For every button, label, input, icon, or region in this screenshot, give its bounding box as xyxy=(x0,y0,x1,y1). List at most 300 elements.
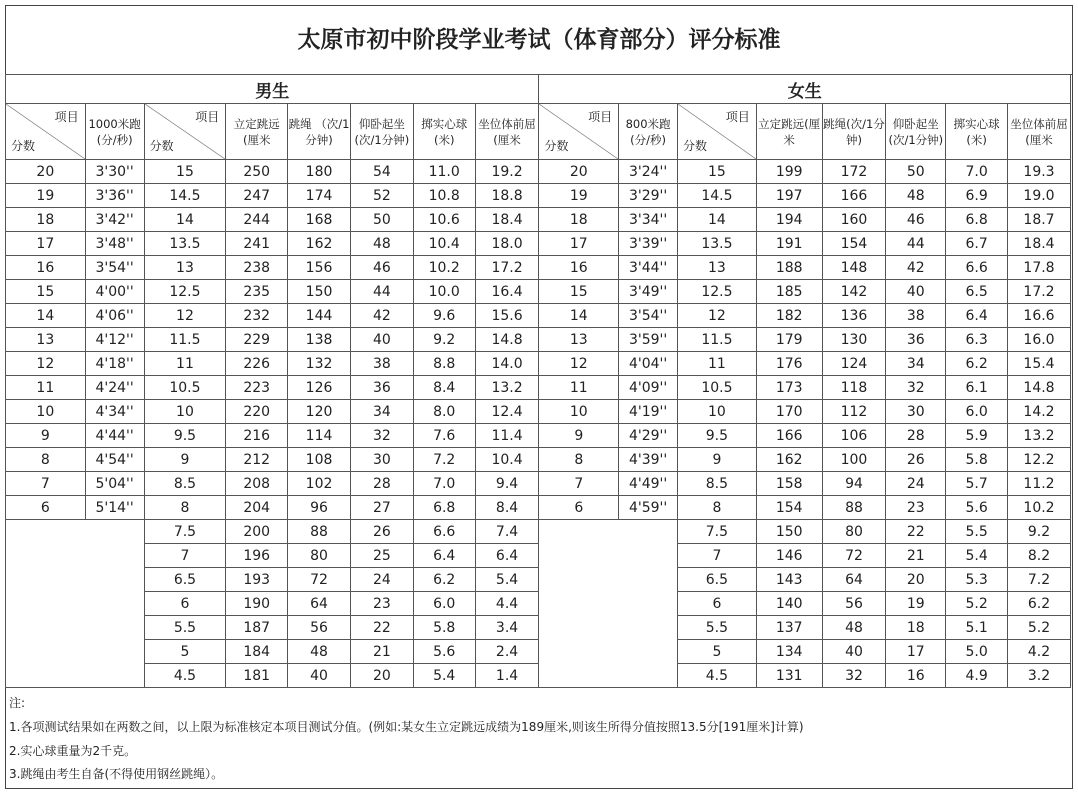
boys-reach-value: 12.4 xyxy=(475,400,539,424)
boys-situp-value: 28 xyxy=(350,472,413,496)
girls-rope-value: 112 xyxy=(822,400,886,424)
boys-run-time: 3'48'' xyxy=(85,232,144,256)
girls-reach-value: 19.3 xyxy=(1008,160,1071,184)
boys-field-score: 14.5 xyxy=(144,184,226,208)
girls-reach-value: 13.2 xyxy=(1008,424,1071,448)
boys-jump-value: 232 xyxy=(226,304,288,328)
girls-ball-value: 6.4 xyxy=(946,304,1008,328)
girls-ball-value: 6.5 xyxy=(946,280,1008,304)
boys-reach-value: 8.4 xyxy=(475,496,539,520)
girls-reach-value: 16.6 xyxy=(1008,304,1071,328)
girls-rope-value: 72 xyxy=(822,544,886,568)
girls-run-score: 20 xyxy=(539,160,619,184)
boys-run-empty-block xyxy=(6,520,145,688)
boys-field-corner-header xyxy=(144,104,226,160)
girls-run-empty-block xyxy=(539,520,678,688)
girls-run-time: 3'59'' xyxy=(619,328,678,352)
girls-reach-value: 19.0 xyxy=(1008,184,1071,208)
girls-field-score: 4.5 xyxy=(678,664,757,688)
girls-reach-value: 5.2 xyxy=(1008,616,1071,640)
girls-situp-value: 46 xyxy=(886,208,946,232)
table-row xyxy=(6,376,1071,400)
girls-jump-value: 137 xyxy=(756,616,822,640)
score-standard-sheet xyxy=(5,5,1073,789)
girls-run-time: 4'04'' xyxy=(619,352,678,376)
girls-ball-value: 6.3 xyxy=(946,328,1008,352)
girls-situp-value: 32 xyxy=(886,376,946,400)
table-row xyxy=(6,448,1071,472)
boys-situp-header: 仰卧起坐(次/1分钟) xyxy=(350,104,413,160)
boys-situp-value: 21 xyxy=(350,640,413,664)
boys-reach-value: 11.4 xyxy=(475,424,539,448)
boys-situp-value: 23 xyxy=(350,592,413,616)
boys-ball-value: 8.0 xyxy=(413,400,475,424)
table-row xyxy=(6,616,1071,640)
table-row xyxy=(6,544,1071,568)
boys-run-score: 15 xyxy=(6,280,86,304)
girls-reach-value: 14.8 xyxy=(1008,376,1071,400)
corner-score-label: 分数 xyxy=(683,139,708,153)
boys-field-score: 12 xyxy=(144,304,226,328)
girls-reach-value: 3.2 xyxy=(1008,664,1071,688)
girls-run-time: 3'29'' xyxy=(619,184,678,208)
girls-field-score: 6.5 xyxy=(678,568,757,592)
boys-reach-value: 9.4 xyxy=(475,472,539,496)
boys-jump-value: 181 xyxy=(226,664,288,688)
girls-jump-value: 199 xyxy=(756,160,822,184)
boys-ball-value: 10.0 xyxy=(413,280,475,304)
girls-ball-value: 6.1 xyxy=(946,376,1008,400)
boys-ball-value: 9.6 xyxy=(413,304,475,328)
boys-situp-value: 42 xyxy=(350,304,413,328)
table-row xyxy=(6,664,1071,688)
boys-run-score: 18 xyxy=(6,208,86,232)
boys-rope-value: 88 xyxy=(288,520,351,544)
boys-field-score: 9 xyxy=(144,448,226,472)
girls-situp-value: 36 xyxy=(886,328,946,352)
girls-run-score: 11 xyxy=(539,376,619,400)
girls-field-score: 10.5 xyxy=(678,376,757,400)
note-line: 3.跳绳由考生自备(不得使用钢丝跳绳）。 xyxy=(9,767,224,781)
boys-ball-value: 6.2 xyxy=(413,568,475,592)
boys-reach-value: 18.0 xyxy=(475,232,539,256)
corner-item-label: 项目 xyxy=(588,110,613,124)
girls-run-score: 8 xyxy=(539,448,619,472)
girls-ball-value: 5.7 xyxy=(946,472,1008,496)
boys-rope-value: 162 xyxy=(288,232,351,256)
boys-situp-value: 26 xyxy=(350,520,413,544)
girls-reach-value: 12.2 xyxy=(1008,448,1071,472)
boys-reach-value: 18.4 xyxy=(475,208,539,232)
table-row xyxy=(6,352,1071,376)
boys-jump-value: 184 xyxy=(226,640,288,664)
boys-field-score: 13 xyxy=(144,256,226,280)
girls-run-score: 18 xyxy=(539,208,619,232)
girls-reach-value: 9.2 xyxy=(1008,520,1071,544)
boys-ball-value: 10.6 xyxy=(413,208,475,232)
girls-reach-value: 17.8 xyxy=(1008,256,1071,280)
girls-jump-value: 154 xyxy=(756,496,822,520)
girls-ball-value: 4.9 xyxy=(946,664,1008,688)
girls-rope-value: 80 xyxy=(822,520,886,544)
boys-field-score: 11.5 xyxy=(144,328,226,352)
boys-situp-value: 44 xyxy=(350,280,413,304)
boys-reach-value: 5.4 xyxy=(475,568,539,592)
girls-ball-value: 6.7 xyxy=(946,232,1008,256)
boys-rope-value: 56 xyxy=(288,616,351,640)
girls-situp-value: 50 xyxy=(886,160,946,184)
boys-jump-value: 220 xyxy=(226,400,288,424)
boys-situp-value: 27 xyxy=(350,496,413,520)
girls-run-time: 3'24'' xyxy=(619,160,678,184)
girls-situp-value: 24 xyxy=(886,472,946,496)
girls-field-score: 13 xyxy=(678,256,757,280)
boys-reach-value: 10.4 xyxy=(475,448,539,472)
girls-field-score: 7.5 xyxy=(678,520,757,544)
girls-run-score: 16 xyxy=(539,256,619,280)
table-row xyxy=(6,328,1071,352)
girls-situp-value: 28 xyxy=(886,424,946,448)
girls-rope-value: 56 xyxy=(822,592,886,616)
girls-jump-value: 162 xyxy=(756,448,822,472)
boys-jump-value: 187 xyxy=(226,616,288,640)
boys-reach-value: 19.2 xyxy=(475,160,539,184)
girls-ball-value: 5.9 xyxy=(946,424,1008,448)
girls-run-time: 3'34'' xyxy=(619,208,678,232)
boys-ball-value: 8.8 xyxy=(413,352,475,376)
girls-ball-value: 5.2 xyxy=(946,592,1008,616)
girls-ball-value: 5.0 xyxy=(946,640,1008,664)
girls-situp-value: 20 xyxy=(886,568,946,592)
girls-jump-header: 立定跳远(厘米 xyxy=(756,104,822,160)
girls-rope-value: 172 xyxy=(822,160,886,184)
girls-ball-value: 6.2 xyxy=(946,352,1008,376)
girls-reach-value: 17.2 xyxy=(1008,280,1071,304)
corner-item-label: 项目 xyxy=(195,110,220,124)
girls-reach-header: 坐位体前屈(厘米 xyxy=(1008,104,1071,160)
boys-run-score: 10 xyxy=(6,400,86,424)
boys-field-score: 8 xyxy=(144,496,226,520)
girls-field-corner-header xyxy=(678,104,757,160)
boys-run-score: 12 xyxy=(6,352,86,376)
girls-jump-value: 176 xyxy=(756,352,822,376)
boys-jump-value: 235 xyxy=(226,280,288,304)
girls-field-score: 7 xyxy=(678,544,757,568)
girls-situp-value: 16 xyxy=(886,664,946,688)
page-title: 太原市初中阶段学业考试（体育部分）评分标准 xyxy=(6,6,1072,75)
boys-ball-value: 6.4 xyxy=(413,544,475,568)
boys-rope-value: 114 xyxy=(288,424,351,448)
girls-ball-value: 5.3 xyxy=(946,568,1008,592)
boys-rope-value: 64 xyxy=(288,592,351,616)
boys-reach-header: 坐位体前屈(厘米 xyxy=(475,104,539,160)
girls-run-score: 13 xyxy=(539,328,619,352)
table-row xyxy=(6,568,1071,592)
boys-field-score: 12.5 xyxy=(144,280,226,304)
boys-jump-value: 216 xyxy=(226,424,288,448)
girls-run-score: 7 xyxy=(539,472,619,496)
girls-jump-value: 173 xyxy=(756,376,822,400)
girls-reach-value: 14.2 xyxy=(1008,400,1071,424)
girls-jump-value: 191 xyxy=(756,232,822,256)
boys-field-score: 5 xyxy=(144,640,226,664)
boys-ball-value: 6.0 xyxy=(413,592,475,616)
boys-ball-value: 5.6 xyxy=(413,640,475,664)
corner-score-label: 分数 xyxy=(11,139,36,153)
girls-situp-value: 48 xyxy=(886,184,946,208)
girls-situp-value: 44 xyxy=(886,232,946,256)
boys-jump-value: 247 xyxy=(226,184,288,208)
table-row xyxy=(6,256,1071,280)
boys-ball-value: 10.4 xyxy=(413,232,475,256)
boys-run-corner-header xyxy=(6,104,86,160)
boys-run-score: 14 xyxy=(6,304,86,328)
boys-run-time: 3'30'' xyxy=(85,160,144,184)
boys-rope-value: 138 xyxy=(288,328,351,352)
girls-field-score: 10 xyxy=(678,400,757,424)
boys-situp-value: 22 xyxy=(350,616,413,640)
boys-run-score: 16 xyxy=(6,256,86,280)
boys-reach-value: 3.4 xyxy=(475,616,539,640)
girls-run-score: 10 xyxy=(539,400,619,424)
table-row xyxy=(6,640,1071,664)
girls-jump-value: 131 xyxy=(756,664,822,688)
boys-jump-value: 250 xyxy=(226,160,288,184)
boys-ball-value: 6.6 xyxy=(413,520,475,544)
boys-field-score: 4.5 xyxy=(144,664,226,688)
boys-reach-value: 14.0 xyxy=(475,352,539,376)
boys-situp-value: 48 xyxy=(350,232,413,256)
boys-situp-value: 36 xyxy=(350,376,413,400)
girls-rope-value: 142 xyxy=(822,280,886,304)
boys-situp-value: 32 xyxy=(350,424,413,448)
girls-reach-value: 15.4 xyxy=(1008,352,1071,376)
boys-jump-value: 196 xyxy=(226,544,288,568)
header-row xyxy=(6,104,1071,160)
girls-ball-value: 5.6 xyxy=(946,496,1008,520)
girls-rope-value: 130 xyxy=(822,328,886,352)
girls-jump-value: 185 xyxy=(756,280,822,304)
girls-jump-value: 158 xyxy=(756,472,822,496)
boys-run-time: 3'42'' xyxy=(85,208,144,232)
boys-ball-value: 9.2 xyxy=(413,328,475,352)
girls-run-time: 4'39'' xyxy=(619,448,678,472)
table-row xyxy=(6,496,1071,520)
girls-situp-value: 23 xyxy=(886,496,946,520)
girls-jump-value: 188 xyxy=(756,256,822,280)
boys-run-score: 7 xyxy=(6,472,86,496)
girls-rope-value: 160 xyxy=(822,208,886,232)
girls-field-score: 14 xyxy=(678,208,757,232)
boys-rope-value: 120 xyxy=(288,400,351,424)
boys-ball-value: 10.8 xyxy=(413,184,475,208)
boys-field-score: 7 xyxy=(144,544,226,568)
boys-run-time: 5'04'' xyxy=(85,472,144,496)
girls-run-time: 4'29'' xyxy=(619,424,678,448)
girls-jump-value: 140 xyxy=(756,592,822,616)
boys-ball-header: 掷实心球(米) xyxy=(413,104,475,160)
table-row xyxy=(6,592,1071,616)
note-line: 2.实心球重量为2千克。 xyxy=(9,744,137,758)
boys-situp-value: 25 xyxy=(350,544,413,568)
boys-run-score: 6 xyxy=(6,496,86,520)
girls-run-time: 3'49'' xyxy=(619,280,678,304)
table-row xyxy=(6,208,1071,232)
boys-field-score: 13.5 xyxy=(144,232,226,256)
girls-jump-value: 197 xyxy=(756,184,822,208)
girls-situp-value: 26 xyxy=(886,448,946,472)
girls-field-score: 15 xyxy=(678,160,757,184)
boys-reach-value: 2.4 xyxy=(475,640,539,664)
boys-run-time: 5'14'' xyxy=(85,496,144,520)
table-row xyxy=(6,472,1071,496)
boys-jump-value: 226 xyxy=(226,352,288,376)
boys-run-header: 1000米跑(分/秒) xyxy=(85,104,144,160)
boys-jump-value: 241 xyxy=(226,232,288,256)
boys-jump-value: 204 xyxy=(226,496,288,520)
girls-ball-value: 5.4 xyxy=(946,544,1008,568)
boys-jump-value: 200 xyxy=(226,520,288,544)
boys-jump-value: 223 xyxy=(226,376,288,400)
boys-situp-value: 40 xyxy=(350,328,413,352)
boys-run-score: 8 xyxy=(6,448,86,472)
boys-ball-value: 6.8 xyxy=(413,496,475,520)
girls-jump-value: 194 xyxy=(756,208,822,232)
girls-ball-value: 6.9 xyxy=(946,184,1008,208)
girls-situp-value: 19 xyxy=(886,592,946,616)
boys-situp-value: 52 xyxy=(350,184,413,208)
boys-situp-value: 46 xyxy=(350,256,413,280)
girls-field-score: 14.5 xyxy=(678,184,757,208)
girls-field-score: 12 xyxy=(678,304,757,328)
girls-rope-value: 136 xyxy=(822,304,886,328)
boys-rope-value: 72 xyxy=(288,568,351,592)
boys-field-score: 8.5 xyxy=(144,472,226,496)
boys-jump-value: 193 xyxy=(226,568,288,592)
corner-score-label: 分数 xyxy=(149,139,174,153)
note-line: 1.各项测试结果如在两数之间，以上限为标准核定本项目测试分值。(例如:某女生立定跳远成绩为189厘米,则该生所得分值按照13.5分[191厘米]计算) xyxy=(9,720,804,734)
boys-rope-value: 180 xyxy=(288,160,351,184)
table-row xyxy=(6,232,1071,256)
girls-field-score: 5 xyxy=(678,640,757,664)
table-row xyxy=(6,520,1071,544)
boys-run-time: 4'34'' xyxy=(85,400,144,424)
boys-jump-value: 244 xyxy=(226,208,288,232)
boys-field-score: 6.5 xyxy=(144,568,226,592)
gender-row xyxy=(6,75,1071,104)
boys-situp-value: 20 xyxy=(350,664,413,688)
girls-ball-value: 5.5 xyxy=(946,520,1008,544)
boys-field-score: 7.5 xyxy=(144,520,226,544)
boys-run-time: 4'06'' xyxy=(85,304,144,328)
boys-ball-value: 7.0 xyxy=(413,472,475,496)
boys-reach-value: 14.8 xyxy=(475,328,539,352)
girls-situp-value: 18 xyxy=(886,616,946,640)
boys-rope-value: 132 xyxy=(288,352,351,376)
girls-run-time: 4'59'' xyxy=(619,496,678,520)
boys-rope-value: 156 xyxy=(288,256,351,280)
girls-rope-value: 64 xyxy=(822,568,886,592)
boys-run-score: 9 xyxy=(6,424,86,448)
girls-ball-value: 5.8 xyxy=(946,448,1008,472)
boys-reach-value: 18.8 xyxy=(475,184,539,208)
girls-rope-value: 94 xyxy=(822,472,886,496)
boys-field-score: 11 xyxy=(144,352,226,376)
boys-ball-value: 7.6 xyxy=(413,424,475,448)
boys-reach-value: 15.6 xyxy=(475,304,539,328)
boys-jump-value: 212 xyxy=(226,448,288,472)
corner-score-label: 分数 xyxy=(544,139,569,153)
girls-field-score: 11.5 xyxy=(678,328,757,352)
girls-rope-value: 48 xyxy=(822,616,886,640)
boys-field-score: 9.5 xyxy=(144,424,226,448)
girls-rope-value: 100 xyxy=(822,448,886,472)
girls-run-score: 15 xyxy=(539,280,619,304)
girls-field-score: 8.5 xyxy=(678,472,757,496)
boys-field-score: 5.5 xyxy=(144,616,226,640)
girls-rope-value: 166 xyxy=(822,184,886,208)
girls-run-score: 17 xyxy=(539,232,619,256)
boys-ball-value: 11.0 xyxy=(413,160,475,184)
girls-reach-value: 18.4 xyxy=(1008,232,1071,256)
boys-ball-value: 7.2 xyxy=(413,448,475,472)
girls-jump-value: 179 xyxy=(756,328,822,352)
boys-reach-value: 4.4 xyxy=(475,592,539,616)
boys-reach-value: 7.4 xyxy=(475,520,539,544)
girls-jump-value: 134 xyxy=(756,640,822,664)
boys-label: 男生 xyxy=(6,75,539,104)
boys-run-time: 4'18'' xyxy=(85,352,144,376)
girls-run-time: 3'39'' xyxy=(619,232,678,256)
girls-jump-value: 170 xyxy=(756,400,822,424)
boys-run-score: 13 xyxy=(6,328,86,352)
girls-ball-header: 掷实心球(米) xyxy=(946,104,1008,160)
girls-run-score: 14 xyxy=(539,304,619,328)
girls-label: 女生 xyxy=(539,75,1071,104)
boys-jump-value: 208 xyxy=(226,472,288,496)
boys-situp-value: 38 xyxy=(350,352,413,376)
boys-rope-value: 126 xyxy=(288,376,351,400)
girls-run-time: 4'49'' xyxy=(619,472,678,496)
girls-run-score: 9 xyxy=(539,424,619,448)
boys-rope-value: 48 xyxy=(288,640,351,664)
girls-reach-value: 6.2 xyxy=(1008,592,1071,616)
girls-reach-value: 16.0 xyxy=(1008,328,1071,352)
boys-reach-value: 1.4 xyxy=(475,664,539,688)
girls-situp-value: 40 xyxy=(886,280,946,304)
girls-ball-value: 6.8 xyxy=(946,208,1008,232)
boys-reach-value: 13.2 xyxy=(475,376,539,400)
girls-jump-value: 143 xyxy=(756,568,822,592)
boys-run-score: 19 xyxy=(6,184,86,208)
boys-rope-value: 80 xyxy=(288,544,351,568)
boys-situp-value: 50 xyxy=(350,208,413,232)
boys-situp-value: 24 xyxy=(350,568,413,592)
girls-field-score: 5.5 xyxy=(678,616,757,640)
boys-rope-value: 40 xyxy=(288,664,351,688)
girls-reach-value: 18.7 xyxy=(1008,208,1071,232)
girls-situp-value: 38 xyxy=(886,304,946,328)
girls-field-score: 11 xyxy=(678,352,757,376)
girls-run-time: 4'09'' xyxy=(619,376,678,400)
boys-reach-value: 6.4 xyxy=(475,544,539,568)
girls-rope-header: 跳绳(次/1分钟) xyxy=(822,104,886,160)
girls-run-time: 3'54'' xyxy=(619,304,678,328)
boys-field-score: 10 xyxy=(144,400,226,424)
girls-rope-value: 40 xyxy=(822,640,886,664)
boys-reach-value: 16.4 xyxy=(475,280,539,304)
boys-field-score: 6 xyxy=(144,592,226,616)
